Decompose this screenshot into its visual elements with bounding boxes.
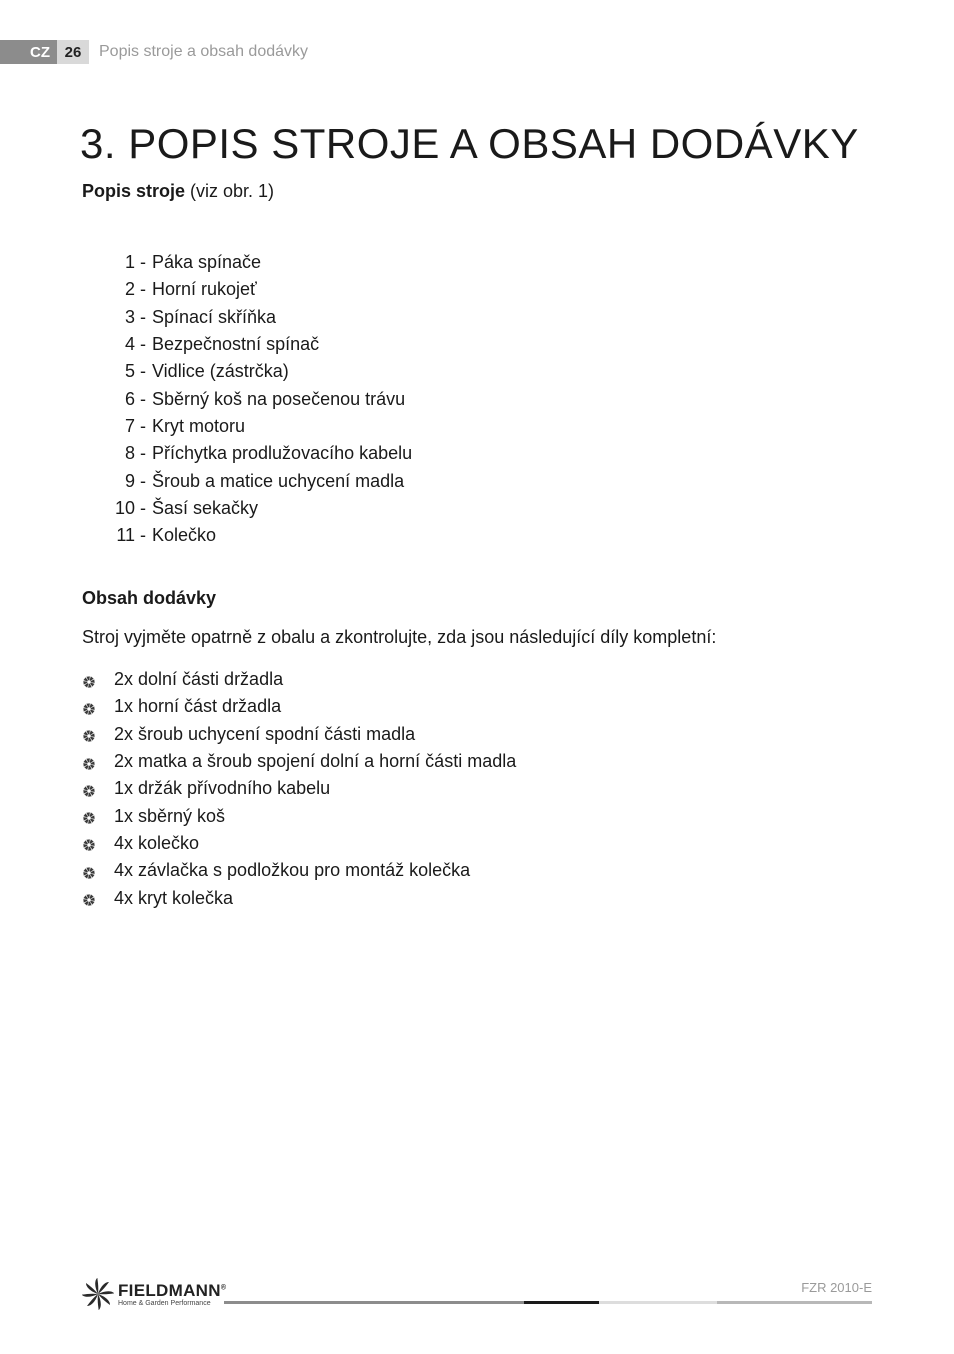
part-label: Šasí sekačky xyxy=(152,497,259,518)
contents-intro: Stroj vyjměte opatrně z obalu a zkontrolujte, zda jsou následující díly kompletní: xyxy=(82,627,717,647)
list-item xyxy=(100,467,412,494)
pinwheel-bullet-icon xyxy=(82,836,96,850)
contents-list xyxy=(82,666,516,912)
list-item xyxy=(82,693,516,720)
part-label: Šroub a matice uchycení madla xyxy=(152,470,405,491)
part-label: Kolečko xyxy=(152,525,217,546)
list-item xyxy=(100,276,412,303)
part-number: 9 - xyxy=(124,470,146,491)
footer-rule-end xyxy=(717,1301,872,1304)
subtitle-rest: (viz obr. 1) xyxy=(185,181,275,201)
contents-item-label: 1x horní část držadla xyxy=(114,696,282,717)
pinwheel-bullet-icon xyxy=(82,809,96,823)
pinwheel-bullet-icon xyxy=(82,864,96,878)
brand-logo xyxy=(82,1278,226,1310)
part-label: Příchytka prodlužovacího kabelu xyxy=(152,443,413,464)
part-label: Horní rukojeť xyxy=(152,279,257,300)
list-item xyxy=(82,830,516,857)
running-header-title: Popis stroje a obsah dodávky xyxy=(99,43,309,60)
contents-item-label: 4x kolečko xyxy=(114,832,200,853)
list-item xyxy=(82,721,516,748)
part-label: Kryt motoru xyxy=(152,415,246,436)
footer-rule-dark xyxy=(524,1301,599,1304)
pinwheel-bullet-icon xyxy=(82,673,96,687)
list-item xyxy=(82,884,516,911)
brand-tagline: Home & Garden Performance xyxy=(118,1299,211,1307)
part-label: Bezpečnostní spínač xyxy=(152,334,320,355)
list-item xyxy=(100,385,412,412)
contents-item-label: 2x dolní části držadla xyxy=(114,669,284,690)
pinwheel-bullet-icon xyxy=(82,700,96,714)
list-item xyxy=(82,775,516,802)
part-number: 1 - xyxy=(124,252,146,273)
page-footer xyxy=(0,1270,954,1320)
page-title: 3. POPIS STROJE A OBSAH DODÁVKY xyxy=(80,120,859,167)
list-item xyxy=(100,249,412,276)
list-item xyxy=(100,358,412,385)
contents-item-label: 4x závlačka s podložkou pro montáž kolečka xyxy=(114,860,471,881)
subtitle-bold: Popis stroje xyxy=(82,181,186,201)
parts-list xyxy=(100,249,412,549)
part-number: 4 - xyxy=(124,334,146,355)
list-item xyxy=(100,522,412,549)
part-number: 5 - xyxy=(124,361,146,382)
pinwheel-bullet-icon xyxy=(82,782,96,796)
list-item xyxy=(100,440,412,467)
part-number: 8 - xyxy=(124,443,146,464)
contents-item-label: 1x držák přívodního kabelu xyxy=(114,778,331,799)
part-number: 10 - xyxy=(114,497,146,518)
part-label: Spínací skříňka xyxy=(152,306,277,327)
contents-item-label: 2x matka a šroub spojení dolní a horní části madla xyxy=(114,751,517,772)
pinwheel-bullet-icon xyxy=(82,727,96,741)
part-number: 3 - xyxy=(124,306,146,327)
model-number: FZR 2010-E xyxy=(801,1280,872,1295)
list-item xyxy=(82,857,516,884)
part-number: 11 - xyxy=(116,525,146,546)
page-number: 26 xyxy=(57,40,89,64)
parts-subtitle xyxy=(82,181,274,202)
pinwheel-bullet-icon xyxy=(82,755,96,769)
list-item xyxy=(100,495,412,522)
list-item xyxy=(100,413,412,440)
contents-item-label: 4x kryt kolečka xyxy=(114,887,234,908)
logo-text xyxy=(118,1282,226,1307)
footer-rule-light xyxy=(599,1301,717,1304)
fan-logo-icon xyxy=(82,1278,114,1310)
list-item xyxy=(100,331,412,358)
contents-heading: Obsah dodávky xyxy=(82,588,217,608)
part-number: 7 - xyxy=(124,415,146,436)
part-label: Páka spínače xyxy=(152,252,262,273)
part-number: 2 - xyxy=(124,279,146,300)
language-tab: CZ xyxy=(0,40,57,64)
footer-rule-mid xyxy=(224,1301,524,1304)
contents-item-label: 1x sběrný koš xyxy=(114,805,226,826)
page-header xyxy=(0,40,308,64)
contents-item-label: 2x šroub uchycení spodní části madla xyxy=(114,723,416,744)
list-item xyxy=(82,802,516,829)
brand-name: FIELDMANN® xyxy=(118,1280,227,1300)
pinwheel-bullet-icon xyxy=(82,891,96,905)
part-number: 6 - xyxy=(124,388,146,409)
list-item xyxy=(100,304,412,331)
part-label: Sběrný koš na posečenou trávu xyxy=(152,388,406,409)
registered-mark: ® xyxy=(220,1283,227,1291)
list-item xyxy=(82,748,516,775)
list-item xyxy=(82,666,516,693)
part-label: Vidlice (zástrčka) xyxy=(152,361,289,382)
